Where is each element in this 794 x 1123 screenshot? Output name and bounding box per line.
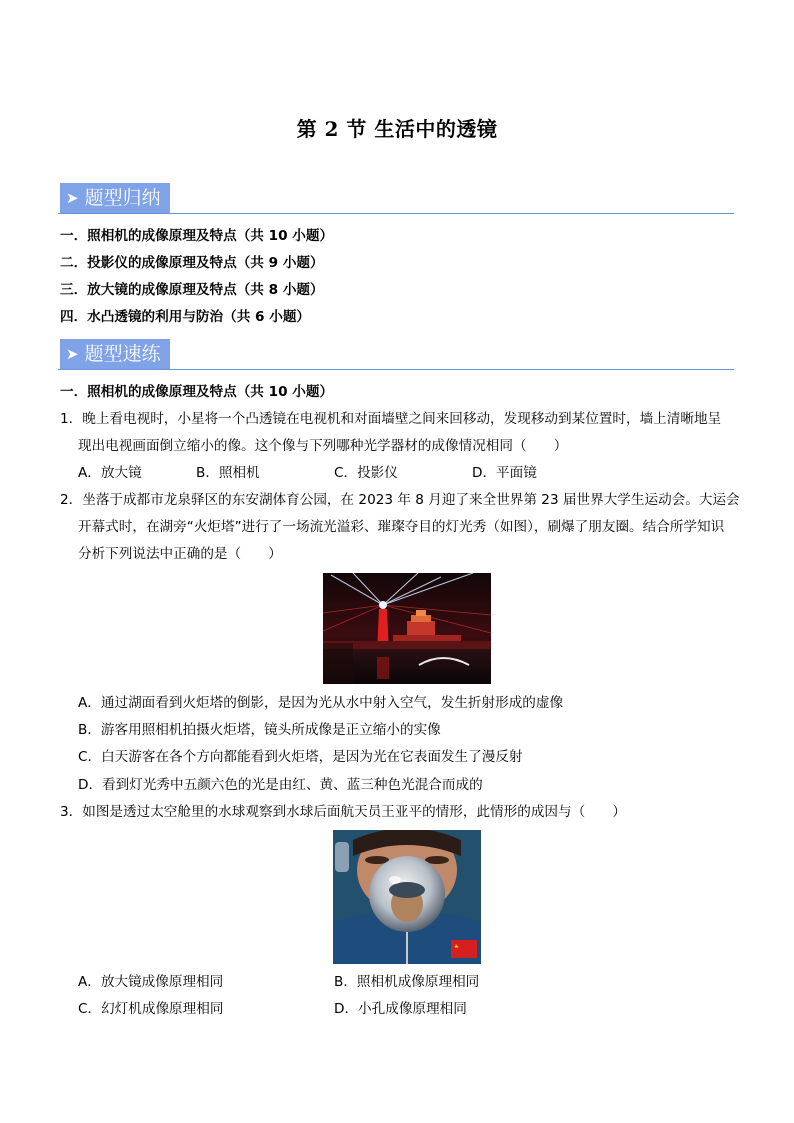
page-title: 第 2 节 生活中的透镜 bbox=[296, 117, 498, 141]
toc-item-1[interactable]: 一．照相机的成像原理及特点（共 10 小题） bbox=[60, 228, 334, 244]
question-2-option-a[interactable]: A．通过湖面看到火炬塔的倒影，是因为光从水中射入空气，发生折射形成的虚像 bbox=[78, 695, 564, 711]
question-2-option-c[interactable]: C．白天游客在各个方向都能看到火炬塔，是因为光在它表面发生了漫反射 bbox=[78, 749, 523, 765]
question-3-option-d[interactable]: D．小孔成像原理相同 bbox=[334, 1001, 467, 1017]
astronaut-water-ball-photo bbox=[333, 830, 481, 964]
question-3-line-1: 3．如图是透过太空舱里的水球观察到水球后面航天员王亚平的情形，此情形的成因与（ ） bbox=[60, 804, 626, 820]
banner-label-practice bbox=[60, 339, 170, 369]
question-1-option-b[interactable]: B．照相机 bbox=[196, 465, 260, 481]
toc-item-4[interactable]: 四．水凸透镜的利用与防治（共 6 小题） bbox=[60, 309, 311, 325]
question-1-line-2: 现出电视画面倒立缩小的像。这个像与下列哪种光学器材的成像情况相同（ ） bbox=[78, 438, 568, 454]
question-3-option-a[interactable]: A．放大镜成像原理相同 bbox=[78, 974, 224, 990]
question-1-option-a[interactable]: A．放大镜 bbox=[78, 465, 142, 481]
question-2-option-d[interactable]: D．看到灯光秀中五颜六色的光是由红、黄、蓝三种色光混合而成的 bbox=[78, 777, 483, 793]
arrow-right-icon: ➤ bbox=[66, 345, 79, 363]
question-3-option-b[interactable]: B．照相机成像原理相同 bbox=[334, 974, 480, 990]
arrow-right-icon: ➤ bbox=[66, 189, 79, 207]
toc-item-2[interactable]: 二．投影仪的成像原理及特点（共 9 小题） bbox=[60, 255, 324, 271]
question-1-option-c[interactable]: C．投影仪 bbox=[334, 465, 398, 481]
section-heading: 一．照相机的成像原理及特点（共 10 小题） bbox=[60, 384, 334, 400]
banner-label-summary bbox=[60, 183, 170, 213]
toc-item-3[interactable]: 三．放大镜的成像原理及特点（共 8 小题） bbox=[60, 282, 324, 298]
section-banner-practice bbox=[58, 339, 734, 370]
question-2-option-b[interactable]: B．游客用照相机拍摄火炬塔，镜头所成像是正立缩小的实像 bbox=[78, 722, 441, 738]
torch-tower-light-show-photo bbox=[323, 573, 491, 684]
question-2-line-1: 2．坐落于成都市龙泉驿区的东安湖体育公园，在 2023 年 8 月迎了来全世界第 23 届世界大学生运动会。大运会 bbox=[60, 492, 740, 508]
question-1-line-1: 1．晚上看电视时，小星将一个凸透镜在电视机和对面墙壁之间来回移动，发现移动到某位置时，墙上清晰地呈 bbox=[60, 411, 722, 427]
section-banner-summary bbox=[58, 183, 734, 214]
banner-text: 题型速练 bbox=[84, 343, 161, 365]
question-2-line-3: 分析下列说法中正确的是（ ） bbox=[78, 546, 282, 562]
banner-text: 题型归纳 bbox=[84, 187, 161, 209]
question-1-option-d[interactable]: D．平面镜 bbox=[472, 465, 537, 481]
question-2-line-2: 开幕式时，在湖旁“火炬塔”进行了一场流光溢彩、璀璨夺目的灯光秀（如图），刷爆了朋友圈。结合所学知识 bbox=[78, 519, 725, 535]
question-3-option-c[interactable]: C．幻灯机成像原理相同 bbox=[78, 1001, 224, 1017]
